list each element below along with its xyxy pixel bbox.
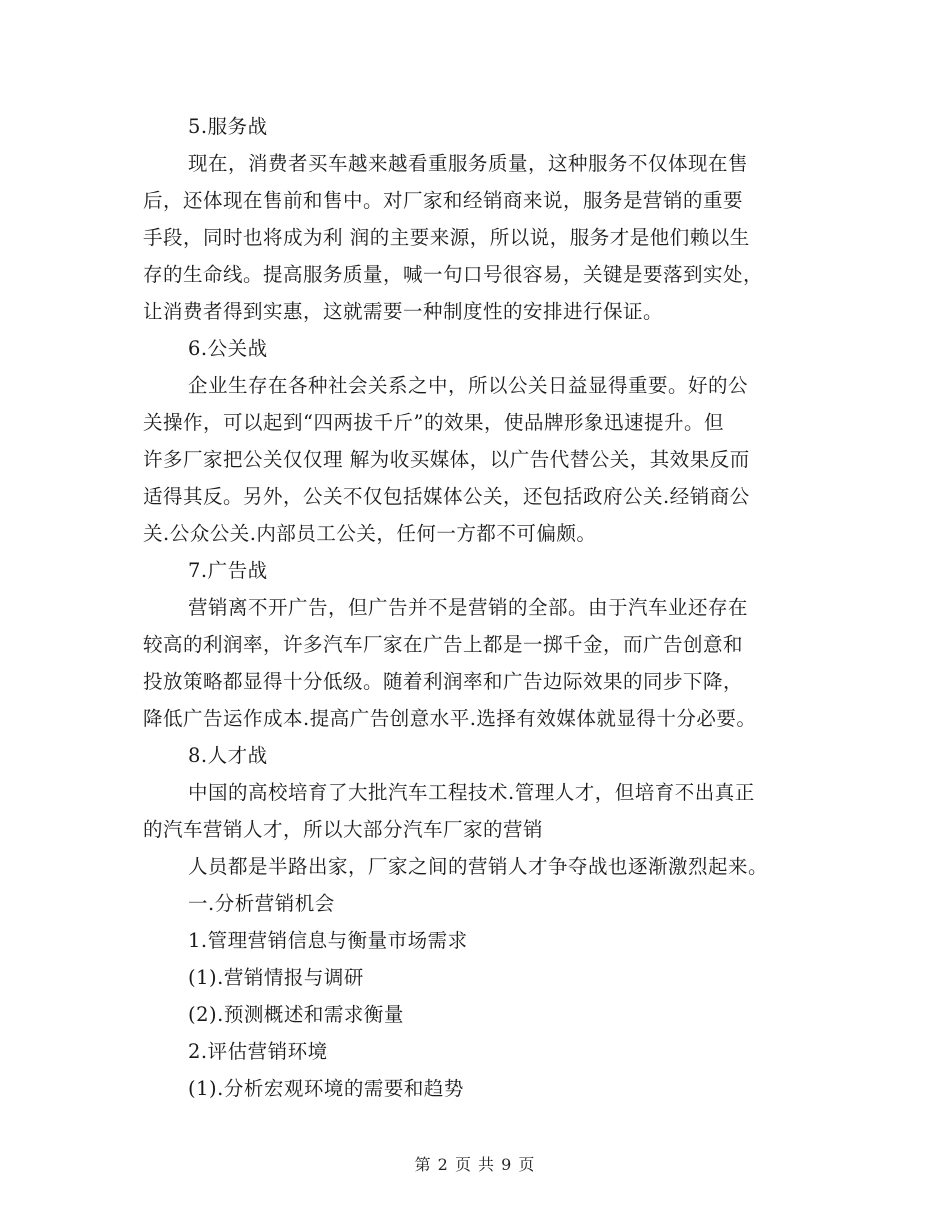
section-heading: 7.广告战 [188,559,268,582]
paragraph-line: 关操作，可以起到“四两拔千斤”的效果，使品牌形象迅速提升。但 [143,411,724,434]
outline-item: 一.分析营销机会 [188,892,335,915]
section-heading: 6.公关战 [188,337,268,360]
paragraph-line: 存的生命线。提高服务质量，喊一句口号很容易，关键是要落到实处， [143,263,764,286]
paragraph-line: 后，还体现在售前和售中。对厂家和经销商来说，服务是营销的重要 [143,189,744,212]
outline-item: (1).营销情报与调研 [188,966,364,989]
outline-item: 1.管理营销信息与衡量市场需求 [188,929,468,952]
outline-item: (1).分析宏观环境的需要和趋势 [188,1077,464,1100]
paragraph-line: 手段，同时也将成为利 润的主要来源，所以说，服务才是他们赖以生 [143,226,750,249]
paragraph-line: 较高的利润率，许多汽车厂家在广告上都是一掷千金，而广告创意和 [143,633,744,656]
paragraph-line: 让消费者得到实惠，这就需要一种制度性的安排进行保证。 [143,300,664,323]
paragraph-line: 的汽车营销人才，所以大部分汽车厂家的营销 [143,818,544,841]
document-body [143,108,815,1107]
paragraph-line: 投放策略都显得十分低级。随着利润率和广告边际效果的同步下降， [143,670,744,693]
paragraph-line: 人员都是半路出家，厂家之间的营销人才争夺战也逐渐激烈起来。 [188,855,769,878]
section-heading: 5.服务战 [188,115,268,138]
paragraph-line: 适得其反。另外，公关不仅包括媒体公关，还包括政府公关.经销商公 [143,485,750,508]
paragraph-line: 现在，消费者买车越来越看重服务质量，这种服务不仅体现在售 [188,152,749,175]
paragraph-line: 营销离不开广告，但广告并不是营销的全部。由于汽车业还存在 [188,596,749,619]
paragraph-line: 许多厂家把公关仅仅理 解为收买媒体，以广告代替公关，其效果反而 [143,448,750,471]
outline-item: 2.评估营销环境 [188,1040,328,1063]
paragraph-line: 关.公众公关.内部员工公关，任何一方都不可偏颇。 [143,522,597,545]
outline-item: (2).预测概述和需求衡量 [188,1003,404,1026]
paragraph-line: 降低广告运作成本.提高广告创意水平.选择有效媒体就显得十分必要。 [143,707,757,730]
page-footer: 第 2 页 共 9 页 [414,1155,536,1174]
paragraph-line: 中国的高校培育了大批汽车工程技术.管理人才，但培育不出真正 [188,781,755,804]
section-heading: 8.人才战 [188,744,268,767]
paragraph-line: 企业生存在各种社会关系之中，所以公关日益显得重要。好的公 [188,374,749,397]
